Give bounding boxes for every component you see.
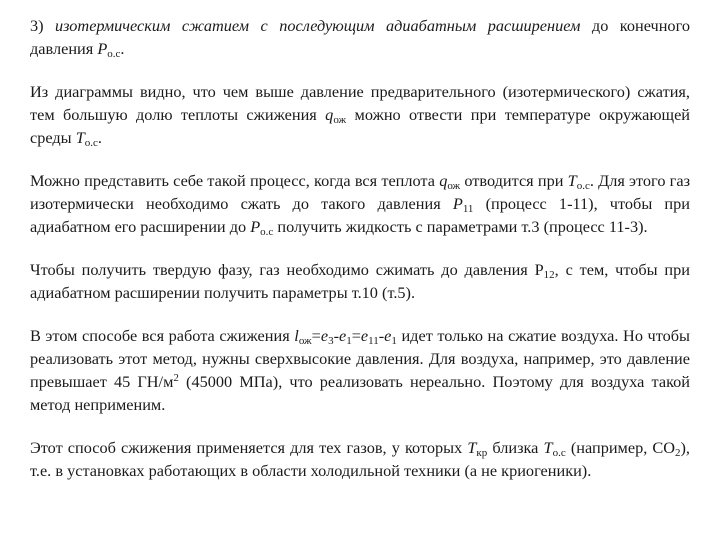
- symbol-e: e: [384, 326, 392, 345]
- text-span: (например, СО: [570, 438, 676, 457]
- symbol-t: T: [467, 438, 477, 457]
- symbol-e: e: [338, 326, 347, 345]
- text-span: =: [351, 326, 361, 345]
- symbol-subscript: 11: [462, 203, 474, 215]
- text-span: =: [311, 326, 321, 345]
- text-span: , с тем, чтобы при адиабатном расширении получить параметры т.10 (т.5).: [30, 260, 690, 302]
- paragraph-work: [30, 324, 690, 416]
- symbol-subscript: 3: [328, 335, 334, 347]
- symbol-subscript: 1: [346, 335, 352, 347]
- symbol-e: e: [320, 326, 329, 345]
- text-span: . Для этого газ изотермически необходимо сжать до такого давления: [30, 171, 690, 213]
- symbol-subscript: 12: [543, 269, 555, 281]
- symbol-subscript: кр: [476, 447, 488, 459]
- symbol-superscript: 2: [173, 372, 179, 384]
- item-number: 3): [30, 16, 44, 35]
- text-span: Из диаграммы видно, что чем выше давление предварительного (изотермического) сжатия, тем большую долю теплоты сжижения: [30, 82, 690, 124]
- text-span: можно отвести при температуре окружающей среды: [30, 105, 691, 147]
- symbol-q: q: [325, 105, 334, 124]
- symbol-q: q: [439, 171, 448, 190]
- paragraph-solid-phase: [30, 258, 690, 304]
- symbol-subscript: о.с: [84, 137, 98, 149]
- symbol-l: l: [294, 326, 299, 345]
- paragraph-diagram: [30, 80, 690, 149]
- text-span: отводится при: [464, 171, 564, 190]
- symbol-subscript: о.с: [260, 226, 274, 238]
- symbol-subscript: 11: [368, 335, 379, 347]
- text-span: Этот способ сжижения применяется для тех газов, у которых: [30, 438, 463, 457]
- text-span: В этом способе вся работа сжижения: [30, 326, 290, 345]
- symbol-t: T: [75, 128, 85, 147]
- symbol-subscript: о.с: [576, 180, 590, 192]
- text-span: Можно представить себе такой процесс, когда вся теплота: [30, 171, 435, 190]
- symbol-subscript: о.с: [107, 48, 121, 60]
- text-span: ), т.е. в установках работающих в области холодильной техники (а не криогеники).: [30, 438, 691, 480]
- symbol-subscript: ож: [298, 335, 312, 347]
- text-span: (процесс 1-11), чтобы при адиабатном его расширении до: [30, 194, 690, 236]
- symbol-p: P: [250, 217, 261, 236]
- text-span: .: [97, 128, 102, 147]
- symbol-subscript: 1: [391, 335, 397, 347]
- symbol-p: P: [452, 194, 463, 213]
- text-span: до конечного давления: [30, 16, 690, 58]
- text-span: -: [333, 326, 339, 345]
- symbol-subscript: о.с: [552, 447, 566, 459]
- symbol-subscript: ож: [333, 114, 347, 126]
- paragraph-application: [30, 436, 690, 482]
- paragraph-process: [30, 169, 690, 238]
- paragraph-method-3: [30, 14, 690, 60]
- text-span: -: [378, 326, 385, 345]
- text-span: близка: [492, 438, 539, 457]
- symbol-t: T: [543, 438, 553, 457]
- method-title: изотермическим сжатием с последующим адиабатным расширением: [55, 16, 581, 35]
- symbol-subscript: ож: [447, 180, 461, 192]
- symbol-subscript: 2: [675, 447, 681, 459]
- text-span: получить жидкость с параметрами т.3 (процесс 11-3).: [277, 217, 648, 236]
- text-span: идет только на сжатие воздуха. Но чтобы реализовать этот метод, нужны сверхвысокие давления. Для воздуха, например, это давление превышает 45 ГН/м: [30, 326, 690, 391]
- symbol-p: P: [97, 39, 108, 58]
- text-span: Чтобы получить твердую фазу, газ необходимо сжимать до давления Р: [30, 260, 544, 279]
- symbol-t: T: [567, 171, 577, 190]
- text-span: .: [120, 39, 125, 58]
- text-span: (45000 МПа), что реализовать нереально. Поэтому для воздуха такой метод неприменим.: [30, 372, 690, 414]
- work-formula: [294, 326, 397, 345]
- symbol-e: e: [360, 326, 369, 345]
